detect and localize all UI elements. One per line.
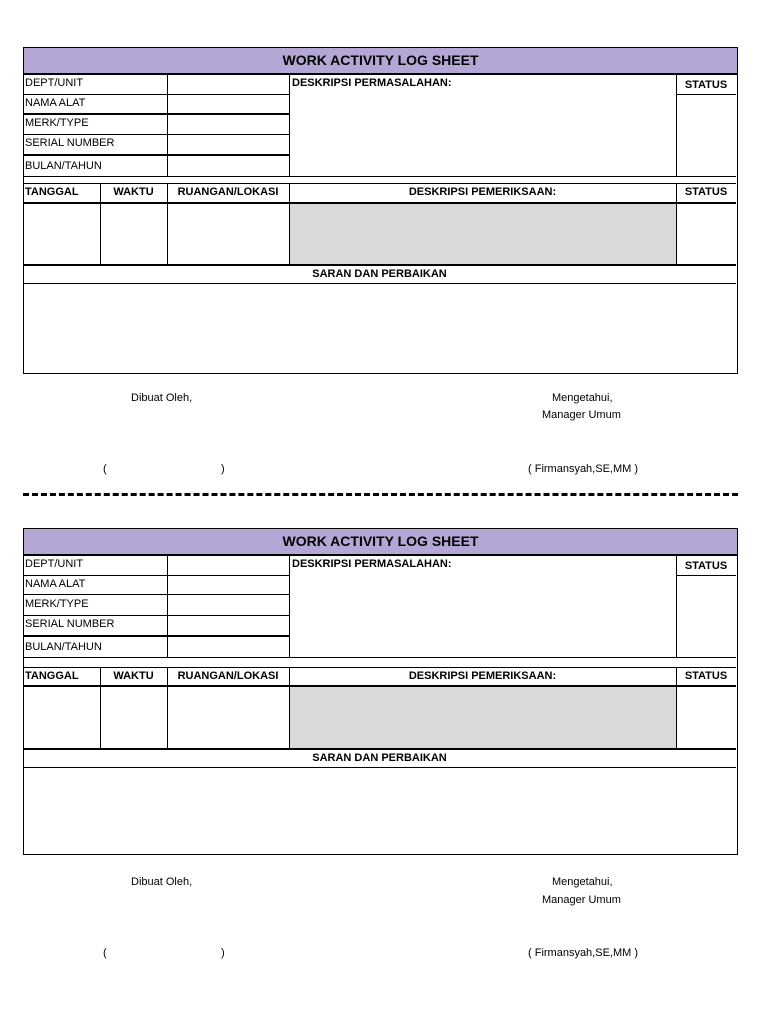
entry-deskripsi-pemeriksaan[interactable]: [290, 687, 676, 748]
entry-waktu[interactable]: [100, 687, 167, 748]
field-value-nama-alat[interactable]: [167, 94, 289, 113]
status-label-top: STATUS: [684, 560, 728, 572]
divider: [676, 183, 677, 265]
divider: [23, 134, 289, 135]
divider: [23, 615, 289, 616]
entry-tanggal[interactable]: [23, 204, 100, 264]
manager-name: ( Firmansyah,SE,MM ): [528, 947, 639, 959]
column-header-ruangan-lokasi: RUANGAN/LOKASI: [177, 670, 279, 682]
divider: [289, 73, 290, 177]
column-header-ruangan-lokasi: RUANGAN/LOKASI: [177, 186, 279, 198]
entry-status[interactable]: [676, 204, 736, 264]
problem-description-label: DESKRIPSI PERMASALAHAN:: [292, 77, 452, 89]
divider: [676, 667, 677, 749]
divider: [100, 183, 101, 265]
signature-name-field[interactable]: [121, 947, 221, 961]
field-label-nama-alat: NAMA ALAT: [25, 578, 86, 590]
signature-close-paren: ): [221, 463, 225, 475]
divider: [23, 594, 289, 595]
divider: [23, 635, 289, 637]
field-value-merk-type[interactable]: [167, 114, 289, 133]
entry-deskripsi-pemeriksaan[interactable]: [290, 204, 676, 264]
field-label-bulan-tahun: BULAN/TAHUN: [25, 160, 102, 172]
signature-open-paren: (: [103, 463, 107, 475]
status-label-top: STATUS: [684, 79, 728, 91]
field-label-merk-type: MERK/TYPE: [25, 117, 89, 129]
suggestion-area[interactable]: [23, 769, 736, 852]
divider: [289, 554, 290, 658]
divider: [23, 657, 736, 658]
field-value-merk-type[interactable]: [167, 595, 289, 614]
made-by-label: Dibuat Oleh,: [131, 392, 193, 404]
status-area-top[interactable]: [676, 576, 736, 656]
signature-open-paren: (: [103, 947, 107, 959]
problem-description-label: DESKRIPSI PERMASALAHAN:: [292, 558, 452, 570]
entry-waktu[interactable]: [100, 204, 167, 264]
problem-description-area[interactable]: [290, 93, 676, 175]
divider: [167, 73, 168, 177]
field-value-bulan-tahun[interactable]: [167, 157, 289, 176]
column-header-status: STATUS: [684, 186, 728, 198]
field-value-nama-alat[interactable]: [167, 575, 289, 594]
column-header-status: STATUS: [684, 670, 728, 682]
divider: [676, 73, 677, 177]
field-label-serial-number: SERIAL NUMBER: [25, 137, 115, 149]
divider: [167, 667, 168, 749]
divider: [289, 667, 290, 749]
divider: [23, 176, 736, 177]
divider: [676, 94, 736, 95]
entry-tanggal[interactable]: [23, 687, 100, 748]
divider: [23, 113, 289, 115]
column-header-deskripsi-pemeriksaan: DESKRIPSI PEMERIKSAAN:: [408, 186, 557, 198]
suggestion-label: SARAN DAN PERBAIKAN: [312, 268, 447, 280]
divider: [676, 575, 736, 576]
manager-title: Manager Umum: [542, 894, 621, 906]
sheet-title: WORK ACTIVITY LOG SHEET: [23, 47, 738, 75]
problem-description-area[interactable]: [290, 574, 676, 656]
field-label-dept-unit: DEPT/UNIT: [25, 77, 84, 89]
divider: [100, 667, 101, 749]
field-value-serial-number[interactable]: [167, 134, 289, 153]
field-label-serial-number: SERIAL NUMBER: [25, 618, 115, 630]
divider: [167, 183, 168, 265]
status-area-top[interactable]: [676, 95, 736, 175]
field-label-bulan-tahun: BULAN/TAHUN: [25, 641, 102, 653]
suggestion-label: SARAN DAN PERBAIKAN: [312, 752, 447, 764]
field-value-bulan-tahun[interactable]: [167, 638, 289, 657]
manager-title: Manager Umum: [542, 409, 621, 421]
manager-name: ( Firmansyah,SE,MM ): [528, 463, 639, 475]
divider: [167, 554, 168, 658]
signature-name-field[interactable]: [121, 463, 221, 477]
acknowledged-label: Mengetahui,: [552, 392, 613, 404]
entry-status[interactable]: [676, 687, 736, 748]
field-label-dept-unit: DEPT/UNIT: [25, 558, 84, 570]
suggestion-area[interactable]: [23, 285, 736, 371]
column-header-tanggal: TANGGAL: [25, 186, 79, 198]
sheet-title: WORK ACTIVITY LOG SHEET: [23, 528, 738, 556]
cut-line: [23, 493, 738, 496]
column-header-waktu: WAKTU: [113, 670, 154, 682]
divider: [23, 94, 289, 95]
column-header-tanggal: TANGGAL: [25, 670, 79, 682]
divider: [23, 154, 289, 156]
made-by-label: Dibuat Oleh,: [131, 876, 193, 888]
divider: [23, 767, 736, 768]
field-label-nama-alat: NAMA ALAT: [25, 97, 86, 109]
entry-ruangan-lokasi[interactable]: [167, 204, 289, 264]
column-header-deskripsi-pemeriksaan: DESKRIPSI PEMERIKSAAN:: [408, 670, 557, 682]
entry-ruangan-lokasi[interactable]: [167, 687, 289, 748]
divider: [289, 183, 290, 265]
signature-close-paren: ): [221, 947, 225, 959]
field-value-dept-unit[interactable]: [167, 555, 289, 574]
divider: [23, 575, 289, 576]
acknowledged-label: Mengetahui,: [552, 876, 613, 888]
divider: [676, 554, 677, 658]
divider: [23, 283, 736, 284]
column-header-waktu: WAKTU: [113, 186, 154, 198]
field-value-dept-unit[interactable]: [167, 74, 289, 93]
field-value-serial-number[interactable]: [167, 615, 289, 634]
field-label-merk-type: MERK/TYPE: [25, 598, 89, 610]
